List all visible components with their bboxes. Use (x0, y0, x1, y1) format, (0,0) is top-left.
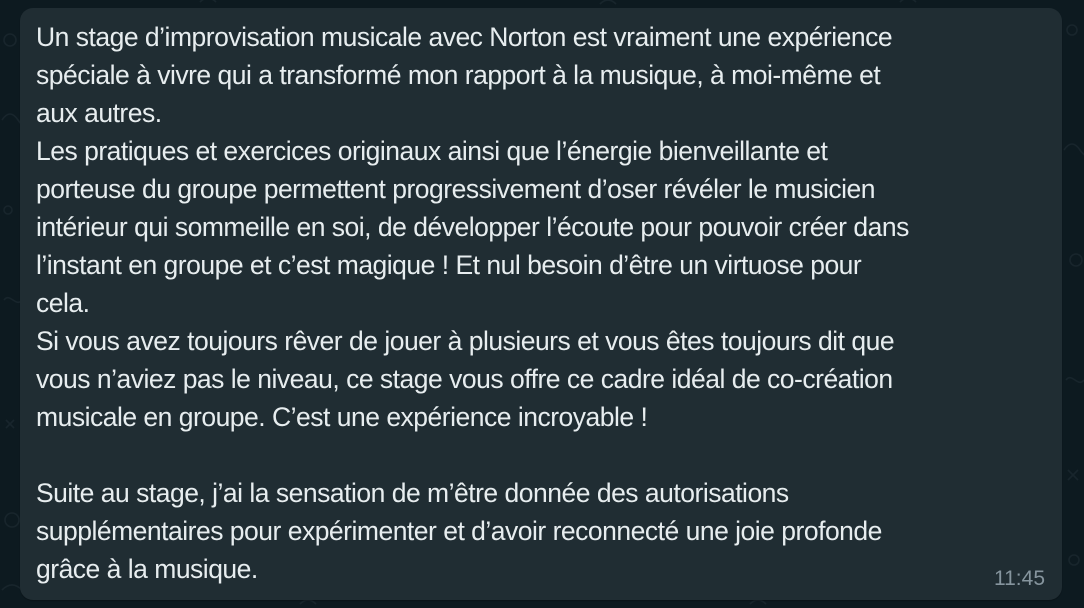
message-line: grâce à la musique. (36, 554, 258, 584)
message-line: musicale en groupe. C’est une expérience incroyable ! (36, 402, 648, 432)
message-line: Les pratiques et exercices originaux ainsi que l’énergie bienveillante et (36, 136, 828, 166)
message-line: spéciale à vivre qui a transformé mon rapport à la musique, à moi-même et (36, 60, 881, 90)
message-line: cela. (36, 288, 90, 318)
message-line: porteuse du groupe permettent progressivement d’oser révéler le musicien (36, 174, 875, 204)
message-line: supplémentaires pour expérimenter et d’avoir reconnecté une joie profonde (36, 516, 882, 546)
message-line: l’instant en groupe et c’est magique ! Et nul besoin d’être un virtuose pour (36, 250, 862, 280)
message-line: Un stage d’improvisation musicale avec Norton est vraiment une expérience (36, 22, 893, 52)
message-lines (36, 18, 1046, 588)
message-line: aux autres. (36, 98, 162, 128)
message-line: vous n’aviez pas le niveau, ce stage vous offre ce cadre idéal de co-création (36, 364, 893, 394)
message-timestamp: 11:45 (994, 567, 1045, 590)
incoming-message-bubble[interactable] (20, 8, 1062, 600)
message-line: Suite au stage, j’ai la sensation de m’être donnée des autorisations (36, 478, 789, 508)
message-line: Si vous avez toujours rêver de jouer à plusieurs et vous êtes toujours dit que (36, 326, 895, 356)
message-line (36, 436, 1046, 474)
message-line: intérieur qui sommeille en soi, de développer l’écoute pour pouvoir créer dans (36, 212, 909, 242)
